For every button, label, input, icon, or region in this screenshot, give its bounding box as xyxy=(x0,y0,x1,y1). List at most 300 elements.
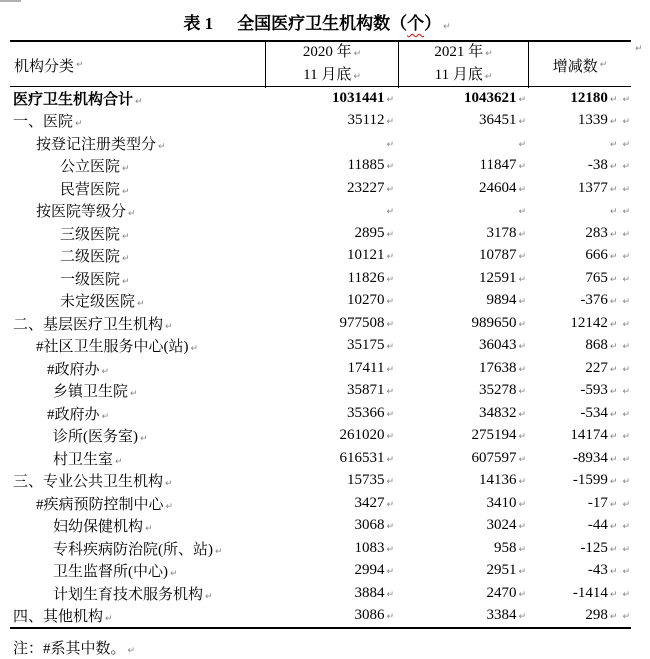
paragraph-mark-icon: ↵ xyxy=(386,274,394,285)
table-row xyxy=(10,380,631,403)
table-row xyxy=(10,110,631,133)
row-end-mark-icon: ↵ xyxy=(622,94,630,105)
value-2021-cell xyxy=(398,90,528,107)
value-diff-cell xyxy=(528,517,631,534)
paragraph-mark-icon: ↵ xyxy=(137,299,145,310)
row-label: 一、医院 xyxy=(13,114,74,131)
row-label: #政府办 xyxy=(47,361,100,378)
row-label: #政府办 xyxy=(47,406,100,423)
statistics-table xyxy=(10,40,631,629)
paragraph-mark-icon: ↵ xyxy=(518,319,526,330)
row-label-cell xyxy=(10,268,265,289)
row-end-mark-icon: ↵ xyxy=(622,319,630,330)
value-2020-cell xyxy=(265,540,398,557)
cell-value: 765 xyxy=(585,269,608,286)
row-end-mark-icon: ↵ xyxy=(622,162,630,173)
cell-value: 607597 xyxy=(471,449,517,466)
row-label: #社区卫生服务中心(站) xyxy=(36,339,189,356)
value-diff-cell xyxy=(528,405,631,422)
paragraph-mark-icon: ↵ xyxy=(140,434,148,445)
paragraph-mark-icon: ↵ xyxy=(386,342,394,353)
paragraph-mark-icon: ↵ xyxy=(101,411,110,422)
value-diff-cell xyxy=(528,382,631,399)
row-label: 诊所(医务室) xyxy=(53,429,138,446)
value-2021-cell xyxy=(398,180,528,197)
paragraph-mark-icon: ↵ xyxy=(518,207,526,218)
value-diff-cell xyxy=(528,247,631,264)
row-label-cell xyxy=(10,335,265,356)
paragraph-mark-icon: ↵ xyxy=(609,589,618,600)
cell-value: -43 xyxy=(587,562,608,579)
value-2021-cell xyxy=(398,360,528,377)
paragraph-mark-icon: ↵ xyxy=(518,567,526,578)
value-2021-cell xyxy=(398,112,528,129)
paragraph-mark-icon: ↵ xyxy=(518,94,526,105)
paragraph-mark-icon: ↵ xyxy=(115,456,123,467)
row-label-cell xyxy=(10,470,265,491)
cell-value: -8934 xyxy=(572,449,608,466)
row-end-mark-icon: ↵ xyxy=(622,229,630,240)
row-label-cell xyxy=(10,380,265,401)
value-2021-cell xyxy=(398,315,528,332)
table-row xyxy=(10,470,631,493)
paragraph-mark-icon: ↵ xyxy=(386,477,394,488)
row-label-cell xyxy=(10,178,265,199)
row-label-cell xyxy=(10,245,265,266)
paragraph-mark-icon: ↵ xyxy=(386,387,394,398)
cell-value: 3068 xyxy=(354,517,385,534)
table-row xyxy=(10,515,631,538)
header-2020-year: 2020 年 xyxy=(302,44,352,60)
header-cell-2020 xyxy=(265,42,398,88)
cell-value: 14136 xyxy=(478,472,517,489)
value-2020-cell xyxy=(265,517,398,534)
cell-value: 3178 xyxy=(486,224,517,241)
row-end-mark-icon: ↵ xyxy=(622,454,630,465)
table-row xyxy=(10,447,631,470)
cell-value: -1599 xyxy=(572,472,608,489)
value-2020-cell xyxy=(265,90,398,107)
paragraph-mark-icon: ↵ xyxy=(518,117,526,128)
value-diff-cell xyxy=(528,157,631,174)
paragraph-mark-icon: ↵ xyxy=(386,454,394,465)
paragraph-mark-icon: ↵ xyxy=(386,139,394,150)
cell-value: 1031441 xyxy=(331,89,385,106)
header-2021-line2 xyxy=(435,65,493,88)
paragraph-mark-icon: ↵ xyxy=(386,117,394,128)
table-row xyxy=(10,537,631,560)
table-title xyxy=(0,9,634,34)
paragraph-mark-icon: ↵ xyxy=(105,614,113,625)
value-2020-cell xyxy=(265,382,398,399)
cell-value: 868 xyxy=(585,337,608,354)
cell-value: 666 xyxy=(585,247,608,264)
cell-value: 34832 xyxy=(478,404,517,421)
cell-value: 11885 xyxy=(347,157,385,174)
paragraph-mark-icon: ↵ xyxy=(518,499,526,510)
table-row xyxy=(10,357,631,380)
row-label: 村卫生室 xyxy=(53,451,114,468)
value-2020-cell xyxy=(265,157,398,174)
row-end-mark-icon: ↵ xyxy=(622,432,630,443)
table-row xyxy=(10,87,631,110)
row-label-cell xyxy=(10,133,265,154)
paragraph-mark-icon: ↵ xyxy=(518,477,526,488)
paragraph-mark-icon: ↵ xyxy=(386,612,394,623)
paragraph-mark-icon: ↵ xyxy=(386,184,394,195)
row-label: 二级医院 xyxy=(60,249,121,266)
row-label-cell xyxy=(10,448,265,469)
table-row xyxy=(10,177,631,200)
cell-value: -17 xyxy=(587,494,608,511)
table-row xyxy=(10,245,631,268)
row-end-mark-icon: ↵ xyxy=(622,184,630,195)
row-label: 民营医院 xyxy=(60,181,121,198)
table-title-text: 全国医疗卫生机构数（ xyxy=(237,14,408,33)
paragraph-mark-icon: ↵ xyxy=(353,72,361,82)
row-label-cell xyxy=(10,403,265,424)
cell-value: 35112 xyxy=(347,112,385,129)
row-end-mark-icon: ↵ xyxy=(622,499,630,510)
value-2021-cell xyxy=(398,337,528,354)
paragraph-mark-icon: ↵ xyxy=(609,477,618,488)
row-end-mark-icon: ↵ xyxy=(622,589,630,600)
paragraph-mark-icon: ↵ xyxy=(215,546,223,557)
cell-value: 3384 xyxy=(486,607,517,624)
cell-value: 36043 xyxy=(478,337,517,354)
footnote-text: 注：#系其中数。 xyxy=(13,641,126,657)
cell-value: 36451 xyxy=(478,112,517,129)
paragraph-mark-icon: ↵ xyxy=(518,522,526,533)
row-end-mark-icon: ↵ xyxy=(622,387,630,398)
cell-value: 35366 xyxy=(346,404,385,421)
value-2020-cell xyxy=(265,337,398,354)
row-label: 妇幼保健机构 xyxy=(53,519,144,536)
footnote xyxy=(13,637,135,658)
cell-value: 3884 xyxy=(354,584,385,601)
paragraph-mark-icon: ↵ xyxy=(609,522,618,533)
paragraph-mark-icon: ↵ xyxy=(75,119,83,130)
row-label: 按登记注册类型分 xyxy=(36,136,157,153)
table-header-row xyxy=(10,40,631,87)
cell-value: 10270 xyxy=(346,292,385,309)
value-2020-cell xyxy=(265,270,398,287)
cell-value: 1043621 xyxy=(463,89,517,106)
value-diff-cell xyxy=(528,607,631,624)
cell-value: 15735 xyxy=(346,472,385,489)
value-2021-cell xyxy=(398,585,528,602)
paragraph-mark-icon: ↵ xyxy=(101,366,110,377)
value-diff-cell xyxy=(528,427,631,444)
paragraph-mark-icon: ↵ xyxy=(386,364,394,375)
paragraph-mark-icon: ↵ xyxy=(609,499,618,510)
paragraph-mark-icon: ↵ xyxy=(609,409,618,420)
row-label: 二、基层医疗卫生机构 xyxy=(13,316,164,333)
row-label: 未定级医院 xyxy=(60,294,136,311)
paragraph-mark-icon: ↵ xyxy=(386,522,394,533)
paragraph-mark-icon: ↵ xyxy=(386,94,394,105)
paragraph-mark-icon: ↵ xyxy=(518,544,526,555)
row-label-cell xyxy=(10,605,265,626)
cell-value: 35871 xyxy=(346,382,385,399)
paragraph-mark-icon: ↵ xyxy=(599,60,608,70)
header-2020-line1 xyxy=(303,42,361,65)
table-row xyxy=(10,560,631,583)
row-end-mark-icon: ↵ xyxy=(622,364,630,375)
value-diff-cell xyxy=(528,90,631,107)
cell-value: -125 xyxy=(580,539,608,556)
cell-value: 1377 xyxy=(577,179,608,196)
paragraph-mark-icon: ↵ xyxy=(609,94,618,105)
paragraph-mark-icon: ↵ xyxy=(609,274,618,285)
cell-value: 23227 xyxy=(346,179,385,196)
table-row xyxy=(10,425,631,448)
row-end-mark-icon: ↵ xyxy=(622,139,630,150)
value-2021-cell xyxy=(398,517,528,534)
value-diff-cell xyxy=(528,450,631,467)
cell-value: 1339 xyxy=(577,112,608,129)
value-2020-cell xyxy=(265,135,398,152)
value-diff-cell xyxy=(528,270,631,287)
row-label-cell xyxy=(10,560,265,581)
value-2021-cell xyxy=(398,607,528,624)
paragraph-mark-icon: ↵ xyxy=(609,229,618,240)
row-label-cell xyxy=(10,110,265,131)
paragraph-mark-icon: ↵ xyxy=(165,501,174,512)
value-2020-cell xyxy=(265,292,398,309)
value-diff-cell xyxy=(528,202,631,219)
row-label-cell xyxy=(10,223,265,244)
paragraph-mark-icon: ↵ xyxy=(609,387,618,398)
paragraph-mark-icon: ↵ xyxy=(170,569,178,580)
cell-value: -38 xyxy=(587,157,608,174)
header-2021-year: 2021 年 xyxy=(434,44,484,60)
cell-value: 2994 xyxy=(354,562,385,579)
value-2020-cell xyxy=(265,225,398,242)
value-2021-cell xyxy=(398,382,528,399)
paragraph-mark-icon: ↵ xyxy=(518,454,526,465)
value-2021-cell xyxy=(398,292,528,309)
cell-value: 24604 xyxy=(478,179,517,196)
paragraph-mark-icon: ↵ xyxy=(609,117,618,128)
value-2021-cell xyxy=(398,562,528,579)
header-cell-2021 xyxy=(398,42,528,88)
value-diff-cell xyxy=(528,180,631,197)
paragraph-mark-icon: ↵ xyxy=(386,229,394,240)
row-end-mark-icon: ↵ xyxy=(622,252,630,263)
row-label-cell xyxy=(10,313,265,334)
row-end-mark-icon: ↵ xyxy=(635,44,643,54)
value-2020-cell xyxy=(265,450,398,467)
row-end-mark-icon: ↵ xyxy=(622,207,630,218)
paragraph-mark-icon: ↵ xyxy=(122,254,130,265)
table-row xyxy=(10,132,631,155)
paragraph-mark-icon: ↵ xyxy=(609,297,618,308)
table-row xyxy=(10,290,631,313)
row-end-mark-icon: ↵ xyxy=(622,522,630,533)
cell-value: -1414 xyxy=(572,584,608,601)
value-2020-cell xyxy=(265,247,398,264)
table-row xyxy=(10,605,631,628)
paragraph-mark-icon: ↵ xyxy=(145,524,153,535)
cell-value: 275194 xyxy=(471,427,517,444)
row-label-cell xyxy=(10,425,265,446)
cell-value: 2951 xyxy=(486,562,517,579)
row-label: #疾病预防控制中心 xyxy=(36,496,164,513)
cell-value: 3086 xyxy=(354,607,385,624)
value-2021-cell xyxy=(398,472,528,489)
cell-value: 3024 xyxy=(486,517,517,534)
paragraph-mark-icon: ↵ xyxy=(518,162,526,173)
value-2021-cell xyxy=(398,405,528,422)
value-diff-cell xyxy=(528,225,631,242)
paragraph-mark-icon: ↵ xyxy=(135,96,143,107)
paragraph-mark-icon: ↵ xyxy=(518,252,526,263)
value-2020-cell xyxy=(265,472,398,489)
paragraph-mark-icon: ↵ xyxy=(609,454,618,465)
value-diff-cell xyxy=(528,585,631,602)
header-2020-line2 xyxy=(303,65,361,88)
paragraph-mark-icon: ↵ xyxy=(386,297,394,308)
paragraph-mark-icon: ↵ xyxy=(609,252,618,263)
header-diff-label: 增减数 xyxy=(552,58,598,75)
cell-value: 3410 xyxy=(486,494,517,511)
value-diff-cell xyxy=(528,135,631,152)
row-end-mark-icon: ↵ xyxy=(622,409,630,420)
paragraph-mark-icon: ↵ xyxy=(518,364,526,375)
cell-value: 17411 xyxy=(347,359,385,376)
cell-value: 12180 xyxy=(570,89,608,106)
paragraph-mark-icon: ↵ xyxy=(165,479,173,490)
paragraph-mark-icon: ↵ xyxy=(518,589,526,600)
cell-value: 11826 xyxy=(347,269,385,286)
value-diff-cell xyxy=(528,337,631,354)
header-category-label: 机构分类 xyxy=(14,58,75,75)
cell-value: 977508 xyxy=(339,314,385,331)
paragraph-mark-icon: ↵ xyxy=(609,162,618,173)
paragraph-mark-icon: ↵ xyxy=(122,231,130,242)
table-title-close-paren: ） xyxy=(424,14,442,33)
paragraph-mark-icon: ↵ xyxy=(518,409,526,420)
row-end-mark-icon: ↵ xyxy=(622,567,630,578)
row-end-mark-icon: ↵ xyxy=(622,612,630,623)
paragraph-mark-icon: ↵ xyxy=(122,164,130,175)
row-label: 一级医院 xyxy=(60,271,121,288)
paragraph-mark-icon: ↵ xyxy=(518,274,526,285)
paragraph-mark-icon: ↵ xyxy=(609,544,618,555)
cell-value: 2895 xyxy=(354,224,385,241)
table-row xyxy=(10,492,631,515)
value-diff-cell xyxy=(528,112,631,129)
table-row xyxy=(10,312,631,335)
paragraph-mark-icon: ↵ xyxy=(386,207,394,218)
row-label: 三、专业公共卫生机构 xyxy=(13,474,164,491)
cell-value: 261020 xyxy=(339,427,385,444)
paragraph-mark-icon: ↵ xyxy=(609,207,618,218)
paragraph-mark-icon: ↵ xyxy=(353,49,362,59)
table-row xyxy=(10,222,631,245)
paragraph-mark-icon: ↵ xyxy=(128,209,136,220)
cell-value: 3427 xyxy=(354,494,385,511)
cell-value: 298 xyxy=(585,607,608,624)
value-2020-cell xyxy=(265,315,398,332)
row-label: 专科疾病防治院(所、站) xyxy=(53,541,213,558)
paragraph-mark-icon: ↵ xyxy=(130,389,138,400)
row-end-mark-icon: ↵ xyxy=(622,117,630,128)
paragraph-mark-icon: ↵ xyxy=(609,432,618,443)
cell-value: 9894 xyxy=(486,292,517,309)
paragraph-mark-icon: ↵ xyxy=(443,22,451,32)
value-2021-cell xyxy=(398,540,528,557)
cell-value: 35175 xyxy=(346,337,385,354)
table-row xyxy=(10,155,631,178)
header-2020-month: 11 月底 xyxy=(303,67,352,83)
cell-value: -593 xyxy=(580,382,608,399)
cell-value: 958 xyxy=(493,539,517,556)
paragraph-mark-icon: ↵ xyxy=(386,499,394,510)
row-label-cell xyxy=(10,583,265,604)
value-2021-cell xyxy=(398,225,528,242)
paragraph-mark-icon: ↵ xyxy=(609,139,618,150)
value-2020-cell xyxy=(265,562,398,579)
row-label-cell xyxy=(10,515,265,536)
paragraph-mark-icon: ↵ xyxy=(122,186,130,197)
cell-value: -534 xyxy=(580,404,608,421)
row-label: 计划生育技术服务机构 xyxy=(53,586,204,603)
paragraph-mark-icon: ↵ xyxy=(609,184,618,195)
row-label: 医疗卫生机构合计 xyxy=(13,91,134,108)
paragraph-mark-icon: ↵ xyxy=(386,252,394,263)
paragraph-mark-icon: ↵ xyxy=(518,229,526,240)
row-label-cell xyxy=(10,200,265,221)
value-diff-cell xyxy=(528,292,631,309)
value-diff-cell xyxy=(528,315,631,332)
row-label: 三级医院 xyxy=(60,226,121,243)
paragraph-mark-icon: ↵ xyxy=(518,184,526,195)
row-end-mark-icon: ↵ xyxy=(622,274,630,285)
value-2020-cell xyxy=(265,112,398,129)
paragraph-mark-icon: ↵ xyxy=(518,387,526,398)
value-2020-cell xyxy=(265,180,398,197)
row-end-mark-icon: ↵ xyxy=(622,342,630,353)
paragraph-mark-icon: ↵ xyxy=(127,646,136,656)
cell-value: 616531 xyxy=(339,449,385,466)
table-row xyxy=(10,267,631,290)
cell-value: 12142 xyxy=(570,314,608,331)
paragraph-mark-icon: ↵ xyxy=(609,612,618,623)
row-label: 按医院等级分 xyxy=(36,204,127,221)
value-2020-cell xyxy=(265,585,398,602)
value-2020-cell xyxy=(265,405,398,422)
paragraph-mark-icon: ↵ xyxy=(122,276,130,287)
value-2021-cell xyxy=(398,450,528,467)
row-label-cell xyxy=(10,290,265,311)
paragraph-mark-icon: ↵ xyxy=(386,432,394,443)
paragraph-mark-icon: ↵ xyxy=(609,319,618,330)
value-diff-cell xyxy=(528,540,631,557)
row-label-cell xyxy=(10,88,265,109)
header-2021-line1 xyxy=(434,42,492,65)
cell-value: 10787 xyxy=(478,247,517,264)
spellcheck-marked-char: 个 xyxy=(407,14,425,33)
value-2020-cell xyxy=(265,427,398,444)
row-label-cell xyxy=(10,493,265,514)
row-label: 公立医院 xyxy=(60,159,121,176)
cell-value: 17638 xyxy=(478,359,517,376)
header-cell-category xyxy=(10,42,265,88)
paragraph-mark-icon: ↵ xyxy=(386,162,394,173)
cell-value: 11847 xyxy=(479,157,517,174)
